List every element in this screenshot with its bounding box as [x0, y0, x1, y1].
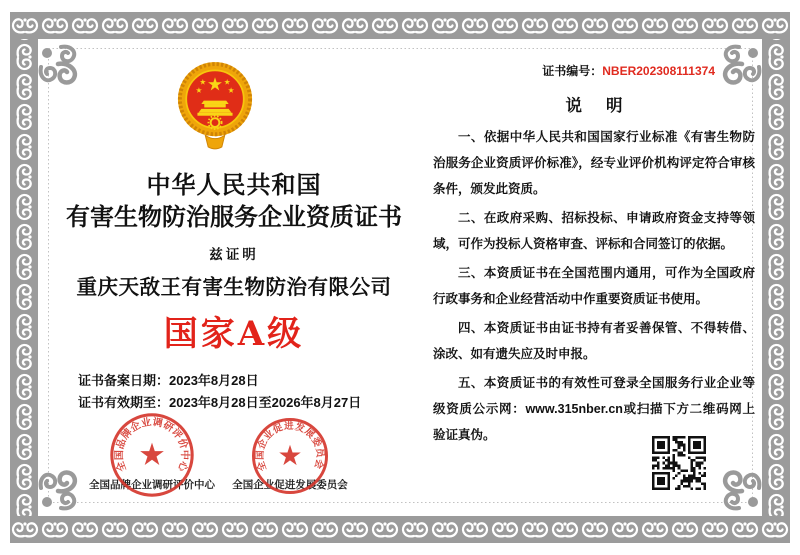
certificate-number-row — [433, 62, 755, 79]
seal-caption: 全国品牌企业调研评价中心 — [89, 479, 215, 491]
instructions-body — [433, 124, 755, 448]
grade-level: 国家A级 — [163, 314, 305, 354]
certificate-title-line1: 中华人民共和国 — [146, 172, 322, 199]
record-date-value: 2023年8月28日 — [169, 373, 259, 388]
certificate-number-value: NBER202308111374 — [602, 64, 715, 78]
red-seal-icon — [250, 416, 330, 496]
company-name: 重庆天敌王有害生物防治有限公司 — [76, 276, 392, 299]
instruction-item: 一、依据中华人民共和国国家行业标准《有害生物防治服务企业资质评价标准》，经专业评价机构评定符合审核条件，颁发此资质。 — [433, 130, 755, 196]
instruction-item: 五、本资质证书的有效性可登录全国服务行业企业等级资质公示网：www.315nber.cn或扫描下方二维码网上验证真伪。 — [433, 376, 755, 442]
instruction-item: 三、本资质证书在全国范围内通用，可作为全国政府行政事务和企业经营活动中作重要资质证书使用。 — [433, 266, 755, 306]
china-national-emblem-icon — [176, 58, 254, 154]
certificate-number-label: 证书编号： — [542, 64, 603, 78]
valid-period-value: 2023年8月28日至2026年8月27日 — [169, 395, 362, 410]
certificate-title-line2: 有害生物防治服务企业资质证书 — [66, 204, 402, 231]
instruction-item: 四、本资质证书由证书持有者妥善保管、不得转借、涂改、如有遗失应及时申报。 — [433, 321, 755, 361]
instructions-heading: 说明 — [565, 97, 647, 115]
official-seal-promotion-committee — [231, 416, 349, 512]
valid-period-label: 证书有效期至： — [78, 395, 170, 410]
certificate-dates — [78, 370, 361, 414]
record-date-label: 证书备案日期： — [78, 373, 170, 388]
record-date-row — [78, 370, 361, 392]
instruction-item: 二、在政府采购、招标投标、申请政府资金支持等领域，可作为投标人资格审查、评标和合同签订的依据。 — [433, 211, 755, 251]
svg-text:全国企业促进发展委员会: 全国企业促进发展委员会 — [254, 420, 326, 473]
verification-qr-code — [652, 436, 706, 490]
svg-text:全国品牌企业调研评价中心: 全国品牌企业调研评价中心 — [114, 416, 190, 473]
official-seal-brand-center — [89, 411, 215, 511]
certify-text: 兹证明 — [209, 247, 259, 262]
red-seal-icon — [108, 411, 196, 499]
seal-caption: 全国企业促进发展委员会 — [232, 479, 348, 491]
